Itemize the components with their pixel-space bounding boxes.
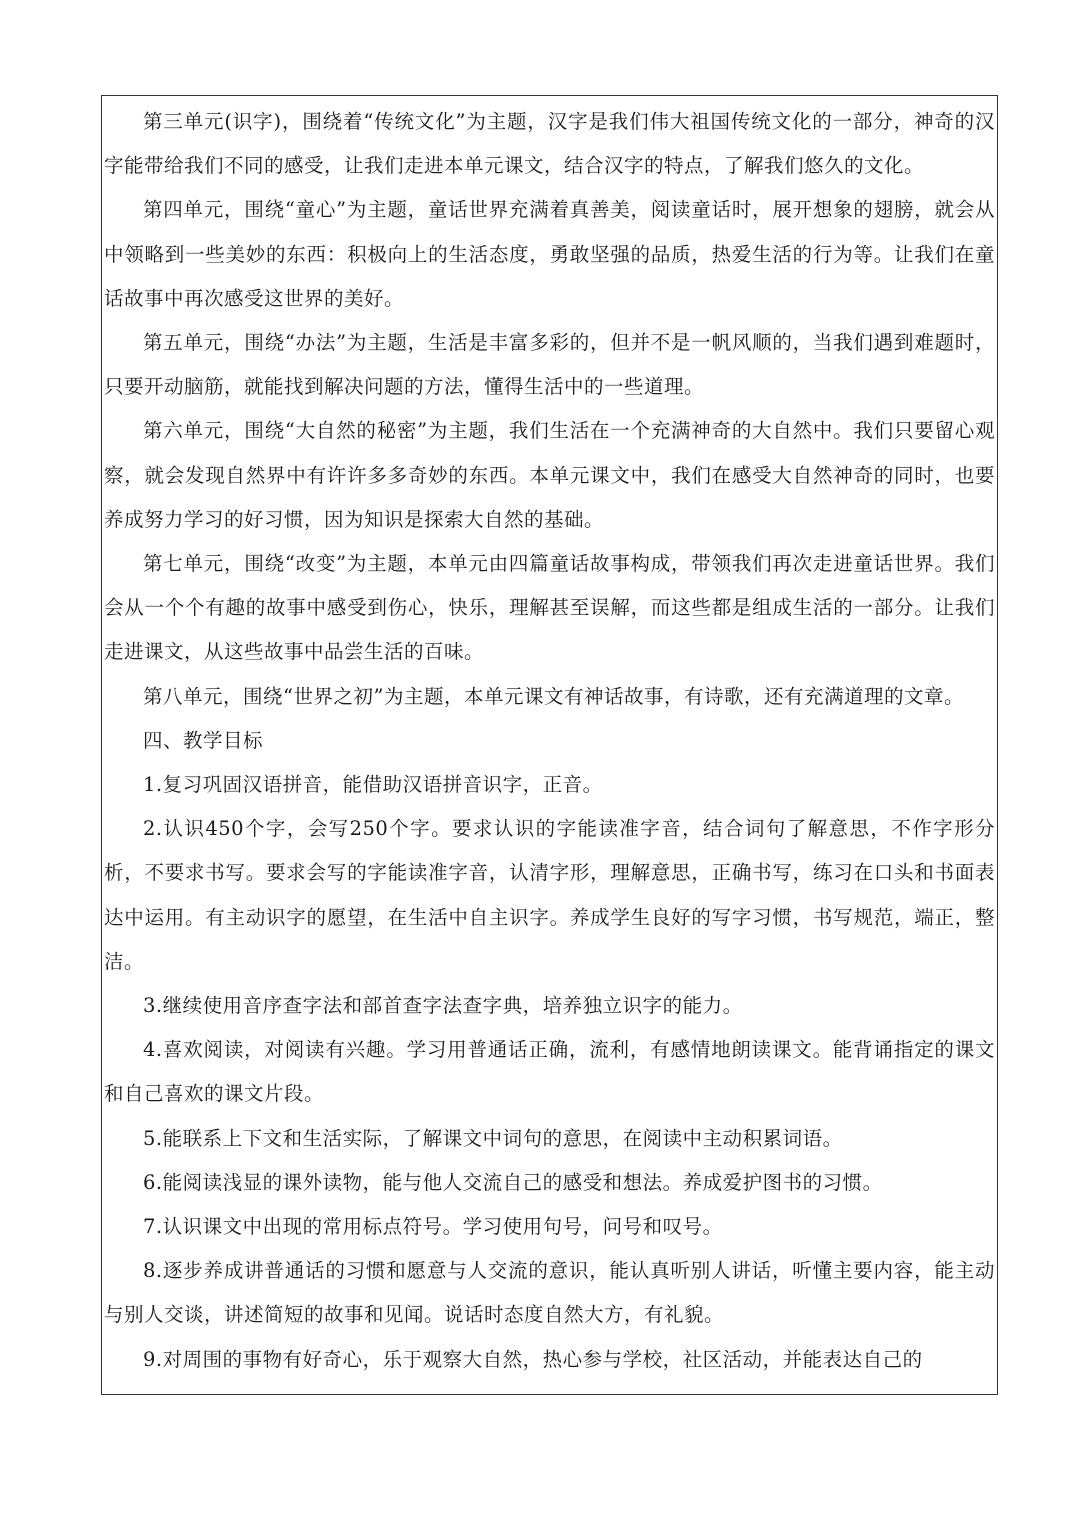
unit-4-paragraph: 第四单元，围绕“童心”为主题，童话世界充满着真善美，阅读童话时，展开想象的翅膀，就会从中领略到一些美妙的东西：积极向上的生活态度，勇敢坚强的品质，热爱生活的行为等。让我们在童话故事中再次感受这世界的美好。 [104,198,995,310]
unit-6-paragraph: 第六单元，围绕“大自然的秘密”为主题，我们生活在一个充满神奇的大自然中。我们只要留心观察，就会发现自然界中有许许多多奇妙的东西。本单元课文中，我们在感受大自然神奇的同时，也要养成努力学习的好习惯，因为知识是探索大自然的基础。 [104,419,995,531]
goal-4: 4.喜欢阅读，对阅读有兴趣。学习用普通话正确，流利，有感情地朗读课文。能背诵指定的课文和自己喜欢的课文片段。 [104,1038,995,1106]
goal-5: 5.能联系上下文和生活实际，了解课文中词句的意思，在阅读中主动积累词语。 [143,1126,843,1150]
teaching-goals-heading: 四、教学目标 [143,728,264,752]
goal-8: 8.逐步养成讲普通话的习惯和愿意与人交流的意识，能认真听别人讲话，听懂主要内容，能主动与别人交谈，讲述简短的故事和见闻。说话时态度自然大方，有礼貌。 [104,1259,995,1327]
unit-3-paragraph: 第三单元(识字)，围绕着“传统文化”为主题，汉字是我们伟大祖国传统文化的一部分，神奇的汉字能带给我们不同的感受，让我们走进本单元课文，结合汉字的特点，了解我们悠久的文化。 [104,110,995,178]
document-table-frame [101,95,998,1395]
goal-3: 3.继续使用音序查字法和部首查字法查字典，培养独立识字的能力。 [143,994,743,1018]
unit-7-paragraph: 第七单元，围绕“改变”为主题，本单元由四篇童话故事构成，带领我们再次走进童话世界。我们会从一个个有趣的故事中感受到伤心，快乐，理解甚至误解，而这些都是组成生活的一部分。让我们走进课文，从这些故事中品尝生活的百味。 [104,552,995,664]
goal-9: 9.对周围的事物有好奇心，乐于观察大自然，热心参与学校，社区活动，并能表达自己的 [143,1347,923,1371]
goal-1: 1.复习巩固汉语拼音，能借助汉语拼音识字，正音。 [143,773,603,797]
unit-5-paragraph: 第五单元，围绕“办法”为主题，生活是丰富多彩的，但并不是一帆风顺的，当我们遇到难题时，只要开动脑筋，就能找到解决问题的方法，懂得生活中的一些道理。 [104,331,995,399]
goal-6: 6.能阅读浅显的课外读物，能与他人交流自己的感受和想法。养成爱护图书的习惯。 [143,1170,883,1194]
goal-7: 7.认识课文中出现的常用标点符号。学习使用句号，问号和叹号。 [143,1215,723,1239]
goal-2: 2.认识450个字，会写250个字。要求认识的字能读准字音，结合词句了解意思，不作字形分析，不要求书写。要求会写的字能读准字音，认清字形，理解意思，正确书写，练习在口头和书面表达中运用。有主动识字的愿望，在生活中自主识字。养成学生良好的写字习惯，书写规范，端正，整洁。 [104,817,995,973]
unit-8-paragraph: 第八单元，围绕“世界之初”为主题，本单元课文有神话故事，有诗歌，还有充满道理的文章。 [143,684,964,708]
